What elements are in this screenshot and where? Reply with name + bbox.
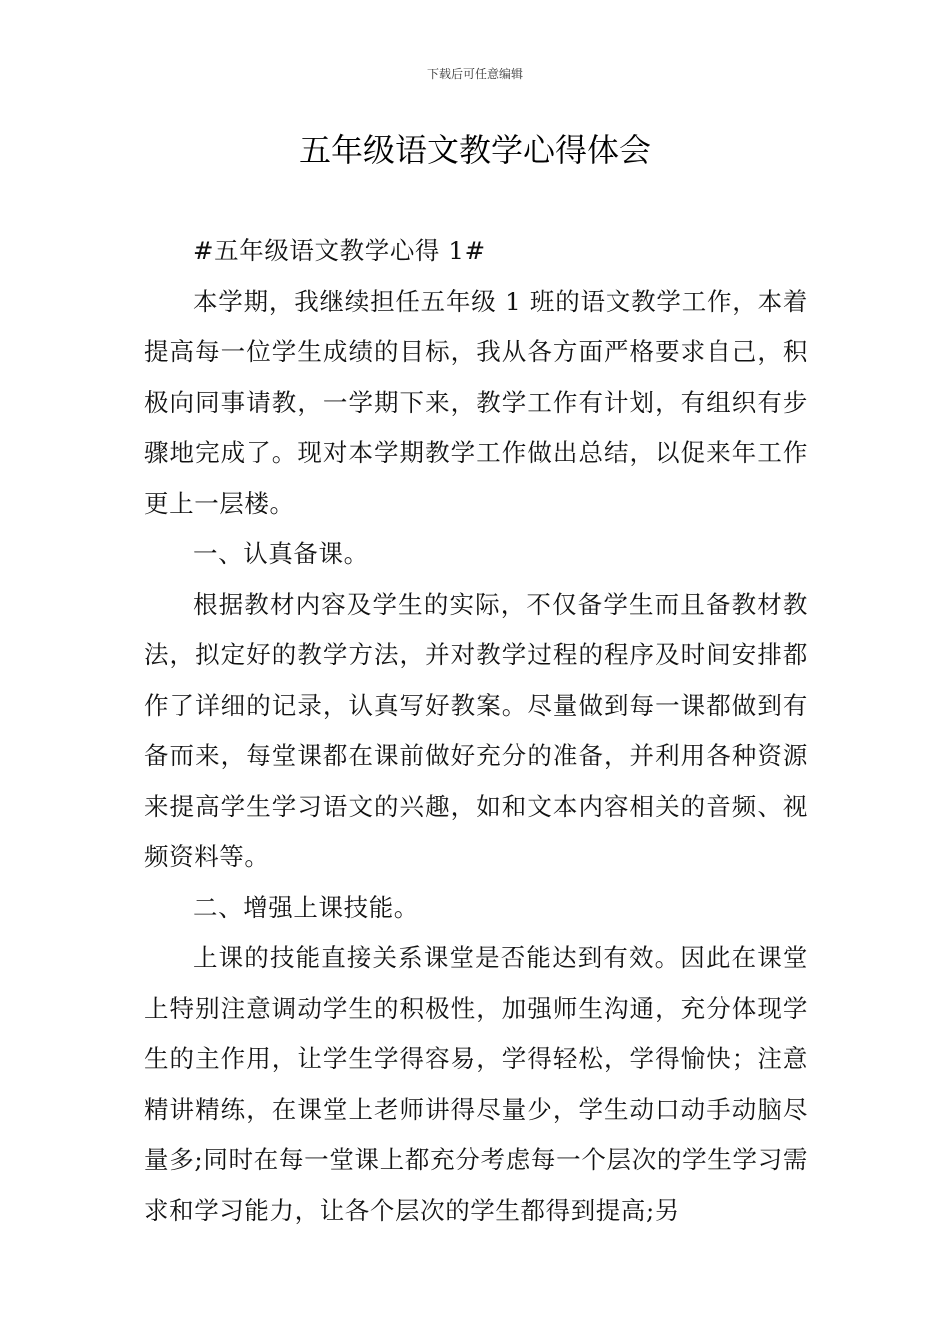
document-body (144, 226, 808, 1236)
header-note: 下载后可任意编辑 (426, 67, 523, 81)
paragraph: 上课的技能直接关系课堂是否能达到有效。因此在课堂上特别注意调动学生的积极性，加强师生沟通，充分体现学生的主作用，让学生学得容易，学得轻松，学得愉快；注意精讲精练，在课堂上老师讲得尽量少，学生动口动手动脑尽量多;同时在每一堂课上都充分考虑每一个层次的学生学习需求和学习能力，让各个层次的学生都得到提高;另 (144, 943, 808, 1225)
subheading: 二、增强上课技能。 (193, 892, 419, 922)
section-heading: #五年级语文教学心得 1# (193, 236, 486, 265)
page-title: 五年级语文教学心得体会 (298, 131, 651, 169)
subheading: 一、认真备课。 (193, 539, 369, 568)
paragraph: 根据教材内容及学生的实际，不仅备学生而且备教材教法，拟定好的教学方法，并对教学过程的程序及时间安排都作了详细的记录，认真写好教案。尽量做到每一课都做到有备而来，每堂课都在课前做好充分的准备，并利用各种资源来提高学生学习语文的兴趣，如和文本内容相关的音频、视频资料等。 (144, 589, 808, 871)
paragraph: 本学期，我继续担任五年级 1 班的语文教学工作，本着提高每一位学生成绩的目标，我从各方面严格要求自己，积极向同事请教，一学期下来，教学工作有计划，有组织有步骤地完成了。现对本学期教学工作做出总结，以促来年工作更上一层楼。 (144, 286, 808, 518)
